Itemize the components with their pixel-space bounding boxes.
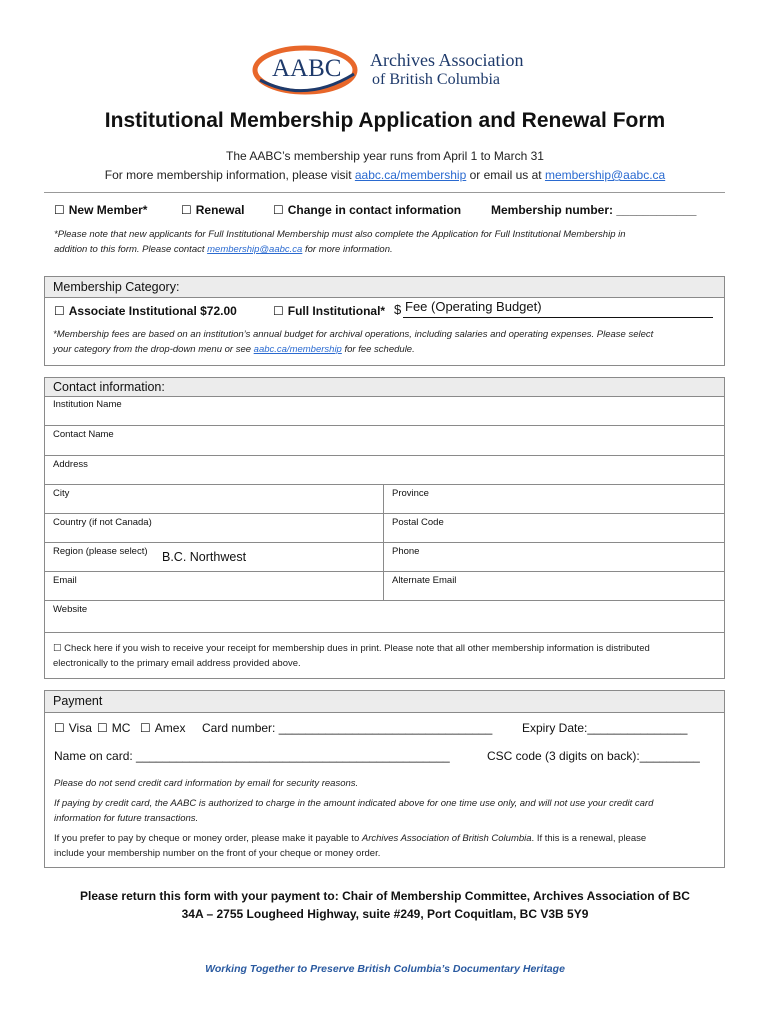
security-warning: Please do not send credit card information by email for security reasons. xyxy=(54,778,359,789)
region-select[interactable]: B.C. Northwest xyxy=(162,550,247,564)
address-field[interactable]: Address xyxy=(45,456,724,485)
note-email-link[interactable]: membership@aabc.ca xyxy=(207,244,303,255)
new-member-note-prefix: addition to this form. Please contact xyxy=(54,244,208,255)
fee-note-prefix: your category from the drop-down menu or see xyxy=(53,344,254,355)
fee-note-line2 xyxy=(53,342,723,357)
contact-header: Contact information: xyxy=(45,378,724,397)
print-receipt-line1 xyxy=(53,641,723,656)
return-address-line1: Please return this form with your payment to: Chair of Membership Committee, Archives Association of BC xyxy=(80,889,690,903)
region-label: Region (please select) xyxy=(53,546,148,557)
renewal-label: Renewal xyxy=(195,203,245,217)
visa-label: Visa xyxy=(68,721,92,735)
print-receipt-option[interactable] xyxy=(53,641,723,671)
amex-label: Amex xyxy=(154,721,186,735)
return-address-line2: 34A – 2755 Lougheed Highway, suite #249, Port Coquitlam, BC V3B 5Y9 xyxy=(181,907,589,921)
checkbox-icon: ☐ xyxy=(273,203,284,217)
card-number-field[interactable]: Card number: ________________________________ xyxy=(202,721,493,735)
visa-option[interactable] xyxy=(54,721,92,735)
new-member-label: New Member* xyxy=(68,203,148,217)
new-member-option[interactable] xyxy=(54,203,147,217)
mc-option[interactable] xyxy=(97,721,130,735)
membership-page-link[interactable]: aabc.ca/membership xyxy=(354,168,467,182)
city-field[interactable]: City xyxy=(45,485,384,514)
fee-note-line1: *Membership fees are based on an institution’s annual budget for archival operations, including salaries and operating expenses. Please select xyxy=(53,329,654,340)
new-member-note xyxy=(54,227,734,257)
renewal-option[interactable] xyxy=(181,203,244,217)
aabc-logo xyxy=(250,44,530,100)
full-institutional-label: Full Institutional* xyxy=(287,304,386,318)
checkbox-icon: ☐ xyxy=(54,203,65,217)
country-field[interactable]: Country (if not Canada) xyxy=(45,514,384,543)
new-member-note-line1: *Please note that new applicants for Full Institutional Membership must also complete the Application for Full Institutional Membership in xyxy=(54,229,626,240)
print-receipt-line2: electronically to the primary email address provided above. xyxy=(53,658,301,669)
change-contact-option[interactable] xyxy=(273,203,461,217)
cheque-payee: Archives Association of British Columbia xyxy=(361,833,532,844)
cheque-prefix: If you prefer to pay by cheque or money order, please make it payable to xyxy=(54,833,362,844)
amex-option[interactable] xyxy=(140,721,185,735)
phone-field[interactable]: Phone xyxy=(384,543,724,572)
associate-label: Associate Institutional $72.00 xyxy=(68,304,237,318)
new-member-note-line2 xyxy=(54,242,734,257)
postal-code-field[interactable]: Postal Code xyxy=(384,514,724,543)
fee-dollar-sign: $ xyxy=(394,302,402,317)
checkbox-icon: ☐ xyxy=(53,643,62,654)
checkbox-icon: ☐ xyxy=(97,721,108,735)
fee-schedule-link[interactable]: aabc.ca/membership xyxy=(253,344,342,355)
region-field[interactable] xyxy=(45,543,384,572)
contact-information-section xyxy=(44,377,725,679)
logo-abbr: AABC xyxy=(272,55,342,82)
alternate-email-field[interactable]: Alternate Email xyxy=(384,572,724,601)
new-member-note-suffix: for more information. xyxy=(302,244,393,255)
website-field[interactable]: Website xyxy=(45,601,724,633)
csc-code-field[interactable]: CSC code (3 digits on back):_________ xyxy=(487,749,700,763)
cheque-note xyxy=(54,831,724,861)
membership-category-header: Membership Category: xyxy=(45,277,724,298)
contact-name-field[interactable]: Contact Name xyxy=(45,426,724,456)
checkbox-icon: ☐ xyxy=(54,304,65,318)
checkbox-icon: ☐ xyxy=(140,721,151,735)
email-field[interactable]: Email xyxy=(45,572,384,601)
authorization-line1: If paying by credit card, the AABC is authorized to charge in the amount indicated above for one time use only, and will not use your credit card xyxy=(54,798,654,809)
fee-note-suffix: for fee schedule. xyxy=(341,344,415,355)
logo-name-line1: Archives Association xyxy=(370,50,524,70)
institution-name-field[interactable]: Institution Name xyxy=(45,396,724,426)
cheque-suffix: . If this is a renewal, please xyxy=(531,833,647,844)
change-contact-label: Change in contact information xyxy=(287,203,462,217)
membership-category-section xyxy=(44,276,725,366)
divider xyxy=(44,192,725,193)
mc-label: MC xyxy=(111,721,131,735)
fee-select[interactable]: Fee (Operating Budget) xyxy=(403,299,713,318)
fee-note xyxy=(53,327,723,357)
print-receipt-text: Check here if you wish to receive your receipt for membership dues in print. Please note that all other membership information is distributed xyxy=(64,643,650,654)
page-title: Institutional Membership Application and Renewal Form xyxy=(104,109,666,132)
membership-email-link[interactable]: membership@aabc.ca xyxy=(544,168,666,182)
name-on-card-field[interactable]: Name on card: _______________________________________________ xyxy=(54,749,450,763)
intro-line2-prefix: For more membership information, please visit xyxy=(104,168,355,182)
checkbox-icon: ☐ xyxy=(273,304,284,318)
checkbox-icon: ☐ xyxy=(54,721,65,735)
logo-name-line2: of British Columbia xyxy=(372,71,500,88)
tagline: Working Together to Preserve British Columbia’s Documentary Heritage xyxy=(205,963,565,975)
province-field[interactable]: Province xyxy=(384,485,724,514)
expiry-date-field[interactable]: Expiry Date:_______________ xyxy=(522,721,688,735)
intro-line2 xyxy=(0,168,770,182)
membership-number-field[interactable]: Membership number: ____________ xyxy=(491,203,697,217)
checkbox-icon: ☐ xyxy=(181,203,192,217)
full-institutional-option[interactable] xyxy=(273,304,385,318)
payment-header: Payment xyxy=(45,691,724,713)
intro-line1: The AABC’s membership year runs from April 1 to March 31 xyxy=(226,149,544,163)
cheque-line1 xyxy=(54,831,724,846)
authorization-note xyxy=(54,796,724,826)
intro-line2-mid: or email us at xyxy=(466,168,545,182)
payment-section xyxy=(44,690,725,868)
cheque-line2: include your membership number on the front of your cheque or money order. xyxy=(54,848,381,859)
authorization-line2: information for future transactions. xyxy=(54,813,199,824)
associate-option[interactable] xyxy=(54,304,237,318)
